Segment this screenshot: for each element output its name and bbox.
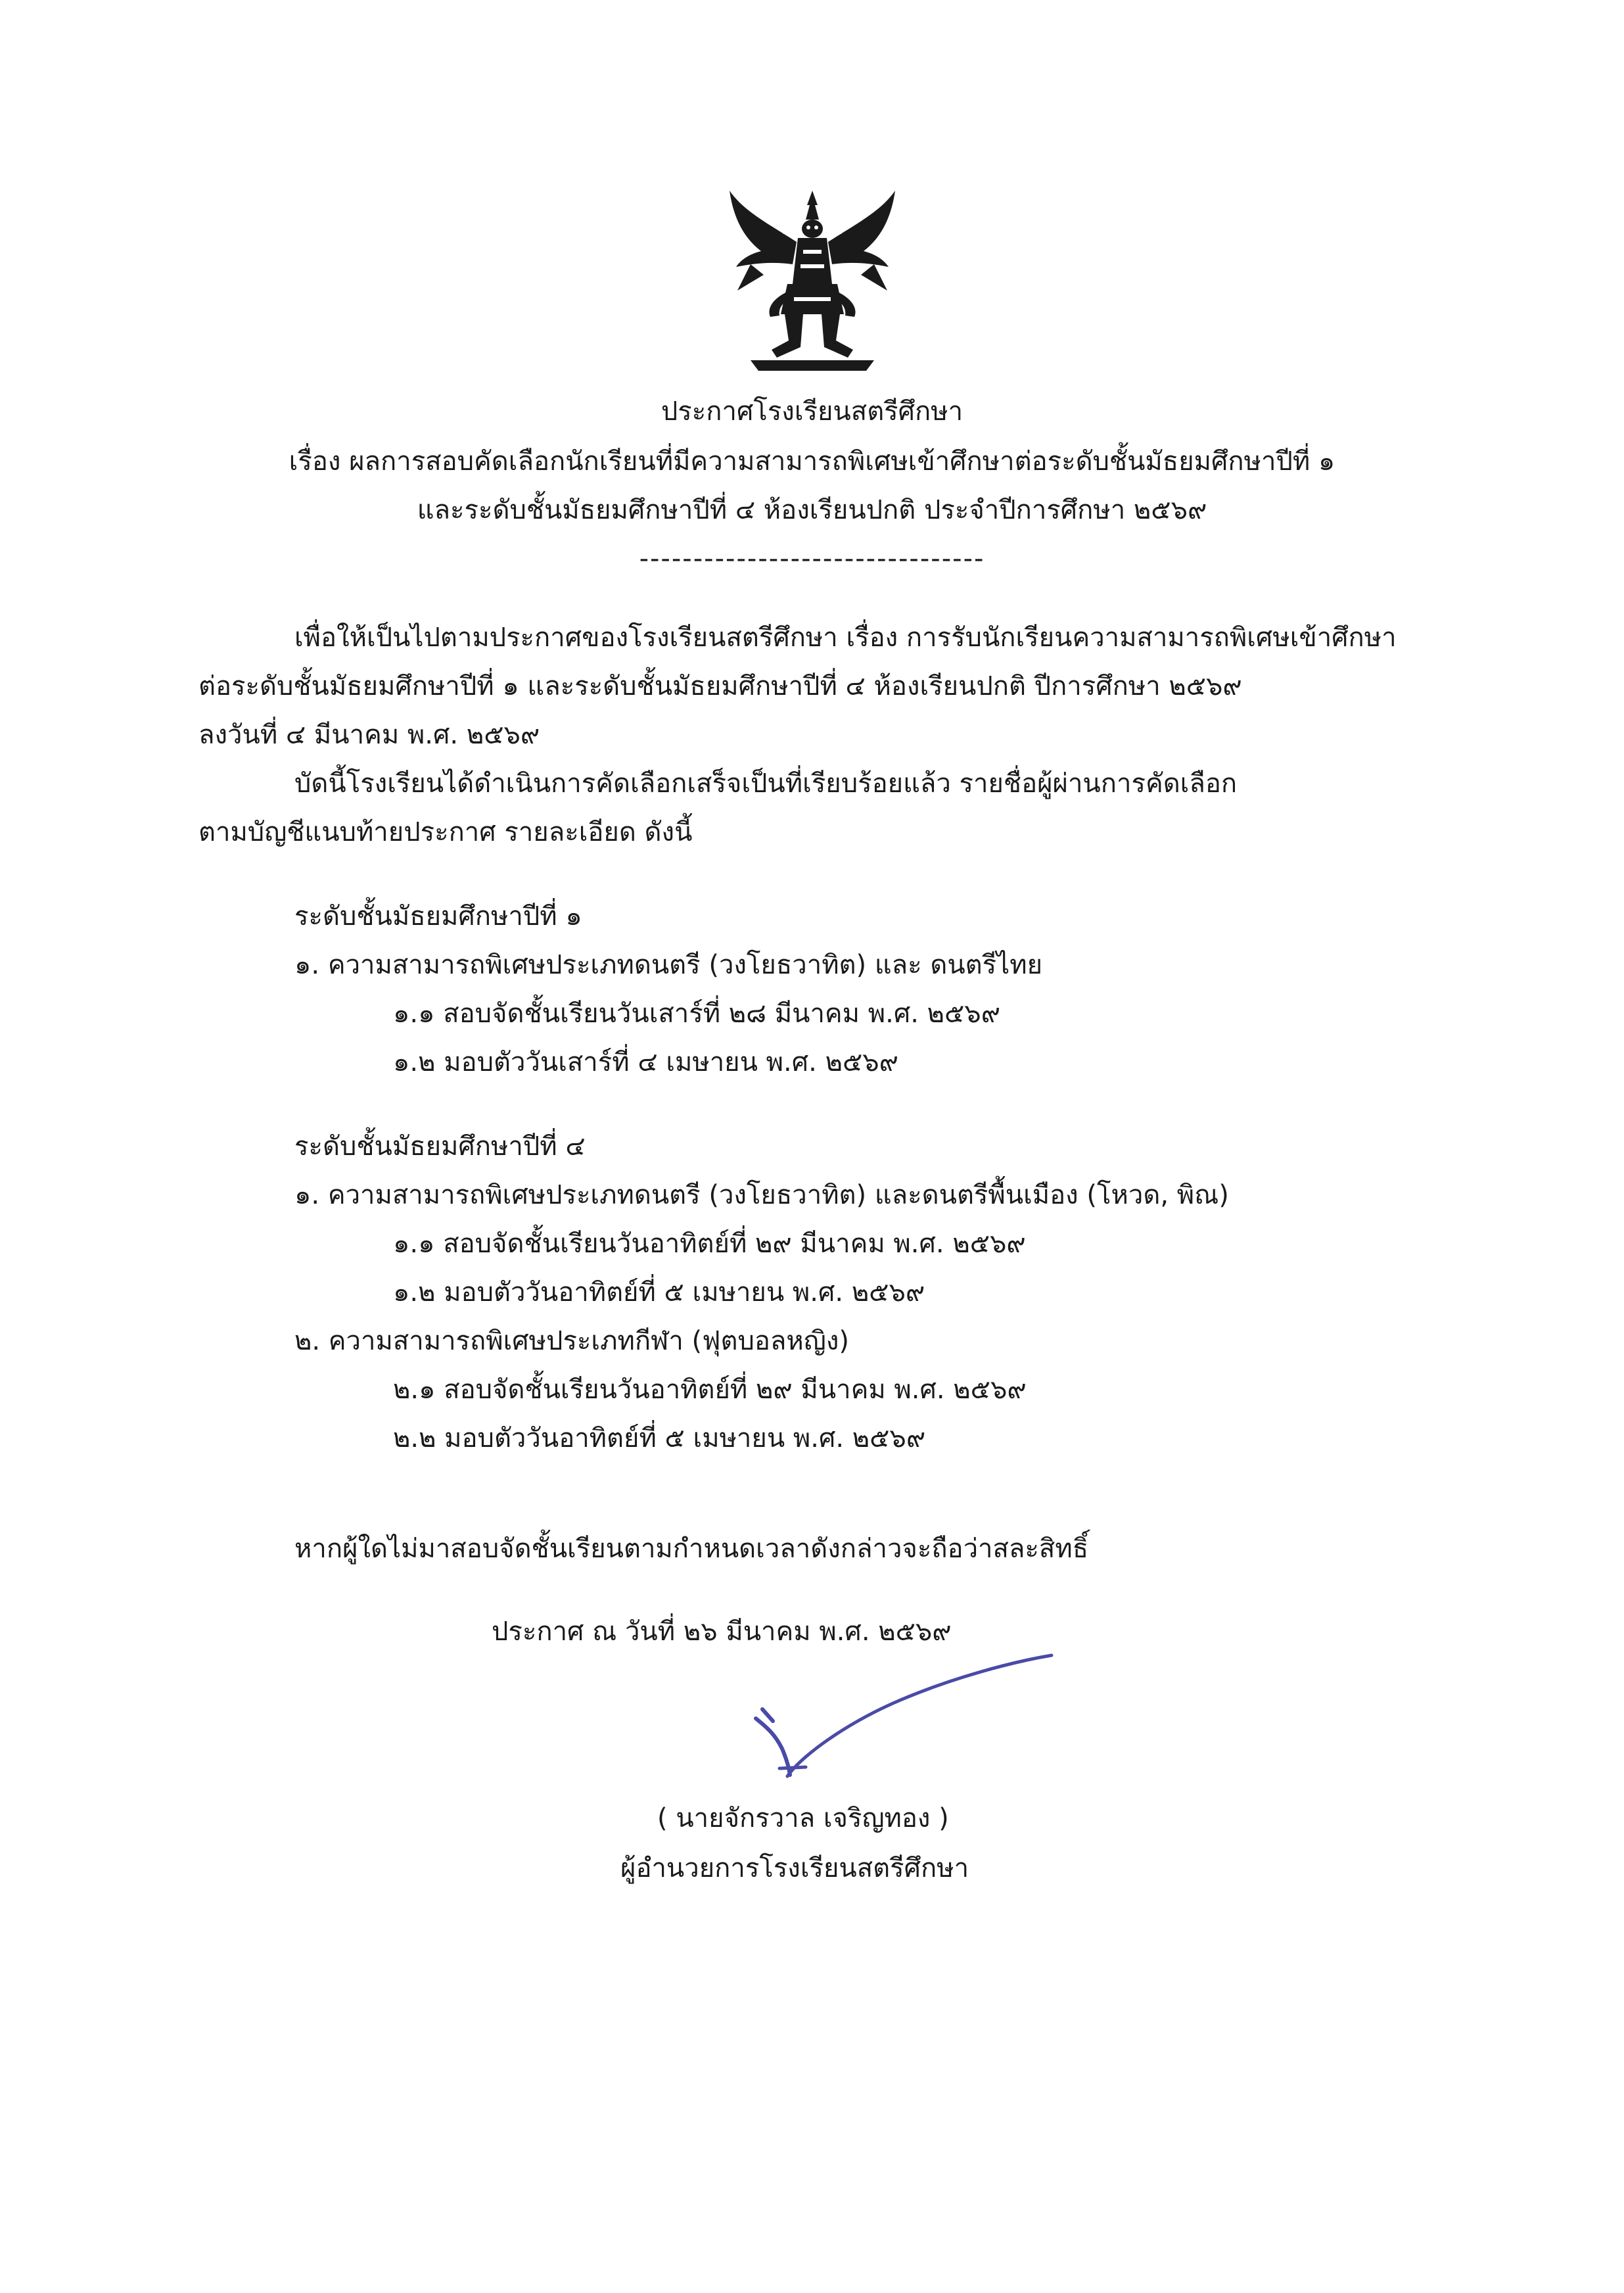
announcement-date: ประกาศ ณ วันที่ ๒๖ มีนาคม พ.ศ. ๒๕๖๙ bbox=[492, 1617, 952, 1647]
paragraph-2-line-1: บัดนี้โรงเรียนได้ดำเนินการคัดเลือกเสร็จเป็นที่เรียบร้อยแล้ว รายชื่อผู้ผ่านการคัดเลือก bbox=[294, 768, 1238, 799]
m1-heading: ระดับชั้นมัธยมศึกษาปีที่ ๑ bbox=[294, 901, 582, 932]
m4-item-1: ๑. ความสามารถพิเศษประเภทดนตรี (วงโยธวาทิต) และดนตรีพื้นเมือง (โหวด, พิณ) bbox=[294, 1180, 1229, 1210]
m4-item-1-1: ๑.๑ สอบจัดชั้นเรียนวันอาทิตย์ที่ ๒๙ มีนาคม พ.ศ. ๒๕๖๙ bbox=[393, 1229, 1026, 1259]
signature bbox=[743, 1637, 1065, 1795]
m4-item-1-2: ๑.๒ มอบตัววันอาทิตย์ที่ ๕ เมษายน พ.ศ. ๒๕๖๙ bbox=[393, 1277, 925, 1308]
m1-item-1-2: ๑.๒ มอบตัววันเสาร์ที่ ๔ เมษายน พ.ศ. ๒๕๖๙ bbox=[393, 1047, 898, 1077]
signer-title: ผู้อำนวยการโรงเรียนสตรีศึกษา bbox=[620, 1853, 969, 1883]
title-separator: -------------------------------- bbox=[639, 544, 985, 574]
forfeit-notice: หากผู้ใดไม่มาสอบจัดชั้นเรียนตามกำหนดเวลาดังกล่าวจะถือว่าสละสิทธิ์ bbox=[294, 1534, 1089, 1564]
m4-item-2: ๒. ความสามารถพิเศษประเภทกีฬา (ฟุตบอลหญิง) bbox=[294, 1326, 849, 1356]
subject-line-2: และระดับชั้นมัธยมศึกษาปีที่ ๔ ห้องเรียนปกติ ประจำปีการศึกษา ๒๕๖๙ bbox=[417, 495, 1207, 525]
garuda-emblem-icon bbox=[724, 185, 900, 375]
paragraph-2-line-2: ตามบัญชีแนบท้ายประกาศ รายละเอียด ดังนี้ bbox=[198, 817, 693, 847]
m1-item-1: ๑. ความสามารถพิเศษประเภทดนตรี (วงโยธวาทิต) และ ดนตรีไทย bbox=[294, 950, 1043, 980]
m4-heading: ระดับชั้นมัธยมศึกษาปีที่ ๔ bbox=[294, 1131, 586, 1162]
paragraph-1-line-1: เพื่อให้เป็นไปตามประกาศของโรงเรียนสตรีศึกษา เรื่อง การรับนักเรียนความสามารถพิเศษเข้าศึกษา bbox=[294, 623, 1397, 653]
paragraph-1-line-2: ต่อระดับชั้นมัธยมศึกษาปีที่ ๑ และระดับชั้นมัธยมศึกษาปีที่ ๔ ห้องเรียนปกติ ปีการศึกษา ๒๕๖๙ bbox=[198, 671, 1242, 701]
paragraph-1-line-3: ลงวันที่ ๔ มีนาคม พ.ศ. ๒๕๖๙ bbox=[198, 720, 540, 750]
m1-item-1-1: ๑.๑ สอบจัดชั้นเรียนวันเสาร์ที่ ๒๘ มีนาคม พ.ศ. ๒๕๖๙ bbox=[393, 999, 1000, 1029]
subject-line-1: เรื่อง ผลการสอบคัดเลือกนักเรียนที่มีความสามารถพิเศษเข้าศึกษาต่อระดับชั้นมัธยมศึกษาปีที่ ๑ bbox=[289, 446, 1335, 477]
m4-item-2-2: ๒.๒ มอบตัววันอาทิตย์ที่ ๕ เมษายน พ.ศ. ๒๕๖๙ bbox=[393, 1423, 926, 1454]
m4-item-2-1: ๒.๑ สอบจัดชั้นเรียนวันอาทิตย์ที่ ๒๙ มีนาคม พ.ศ. ๒๕๖๙ bbox=[393, 1375, 1027, 1405]
document-title: ประกาศโรงเรียนสตรีศึกษา bbox=[661, 396, 963, 427]
signer-name: ( นายจักรวาล เจริญทอง ) bbox=[657, 1803, 949, 1833]
